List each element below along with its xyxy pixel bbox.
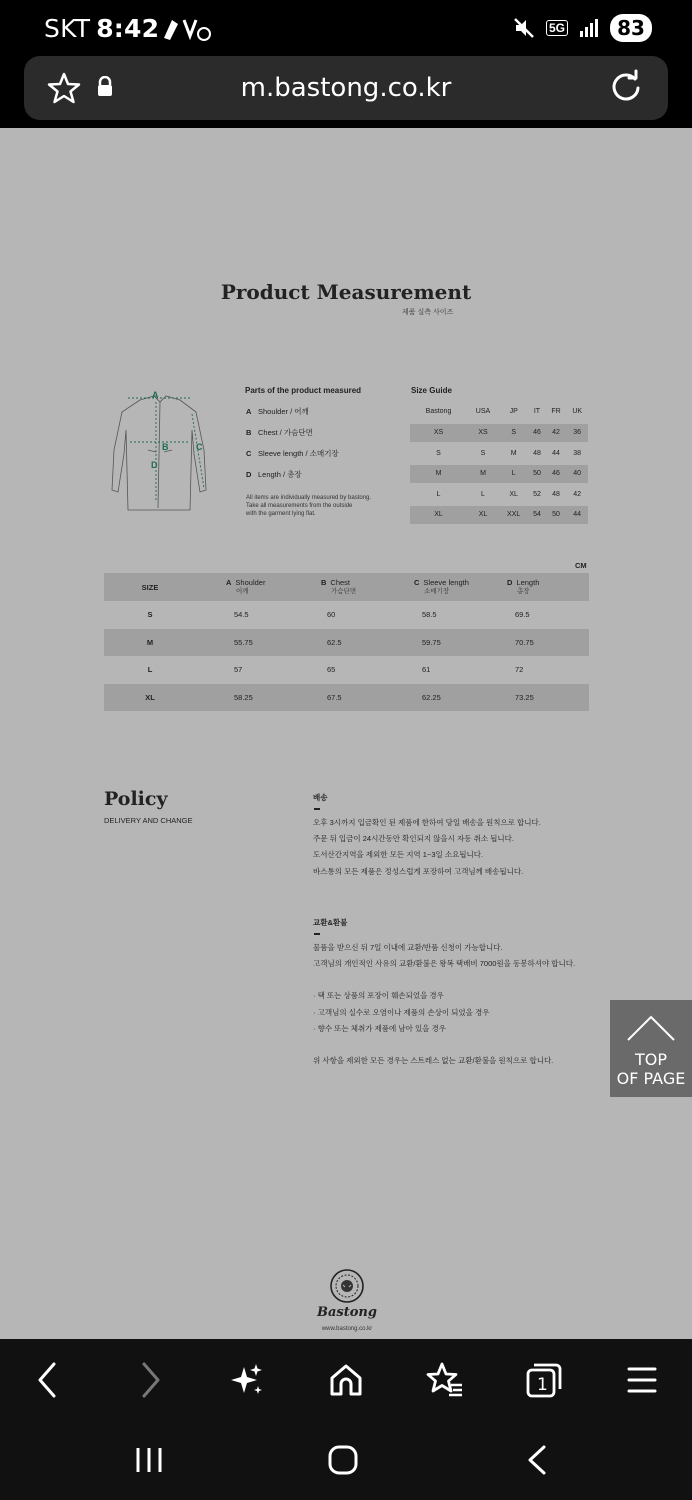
divider bbox=[314, 933, 320, 935]
exception-line: · 고객님의 실수로 오염이나 제품의 손상이 되었을 경우 bbox=[313, 1007, 490, 1017]
notification-icons bbox=[160, 16, 216, 47]
tabs-icon[interactable] bbox=[524, 1361, 564, 1399]
forward-icon[interactable] bbox=[136, 1361, 164, 1399]
exception-line: · 향수 또는 체취가 제품에 남아 있을 경우 bbox=[313, 1023, 447, 1033]
status-bar bbox=[0, 0, 692, 58]
policy-title: Policy bbox=[104, 788, 168, 810]
unit-label: CM bbox=[575, 561, 587, 570]
app-notification-icon bbox=[160, 16, 216, 42]
back-icon[interactable] bbox=[34, 1361, 62, 1399]
product-measurement-subtitle: 제품 실측 사이즈 bbox=[402, 309, 454, 316]
size-guide-row: XS XS S 46 42 36 bbox=[410, 423, 588, 444]
browser-address-area bbox=[0, 58, 692, 126]
parts-title: Parts of the product measured bbox=[245, 386, 362, 395]
size-guide-table bbox=[410, 402, 588, 527]
brand-url[interactable]: www.bastong.co.kr bbox=[321, 1326, 373, 1332]
reload-icon[interactable] bbox=[608, 69, 644, 105]
exception-line: · 택 또는 상품의 포장이 훼손되었을 경우 bbox=[313, 991, 444, 1001]
delivery-section bbox=[313, 790, 541, 880]
diagram-label-b: B bbox=[162, 442, 169, 452]
part-item-a: A Shoulder / 어깨 bbox=[246, 407, 309, 416]
divider bbox=[314, 808, 320, 810]
brand-name: Bastong bbox=[317, 1305, 377, 1320]
status-carrier-time bbox=[44, 14, 159, 43]
measurement-note: All items are individually measured by bastong. Take all measurements from the outside with the garment lying flat. bbox=[246, 495, 372, 517]
size-guide-row: XL XL XXL 54 50 44 bbox=[410, 505, 588, 526]
size-guide-title: Size Guide bbox=[411, 386, 452, 395]
top-of-page-label: TOP OF PAGE bbox=[616, 1050, 686, 1088]
sparkle-icon[interactable] bbox=[228, 1361, 266, 1399]
carrier: SKT bbox=[44, 14, 91, 43]
policy-subtitle: DELIVERY AND CHANGE bbox=[104, 816, 193, 825]
exchange-heading: 교환&환불 bbox=[313, 918, 348, 927]
part-item-d: D Length / 총장 bbox=[246, 470, 302, 479]
signal-icon bbox=[578, 17, 600, 39]
network-badge: 5G bbox=[546, 20, 568, 36]
status-right bbox=[512, 14, 652, 42]
lion-crest-icon bbox=[329, 1268, 365, 1304]
diagram-label-c: C bbox=[196, 442, 203, 452]
garment-diagram bbox=[104, 390, 214, 514]
delivery-line: 바스통의 모든 제품은 정성스럽게 포장하여 고객님께 배송됩니다. bbox=[313, 866, 524, 876]
part-item-c: C Sleeve length / 소매기장 bbox=[246, 449, 339, 458]
delivery-line: 도서산간지역을 제외한 모든 지역 1~3일 소요됩니다. bbox=[313, 850, 484, 860]
chevron-up-icon bbox=[626, 1014, 676, 1042]
brand-logo[interactable] bbox=[312, 1268, 382, 1332]
web-page-content bbox=[0, 128, 692, 1339]
measurement-row: L 57 65 61 72 bbox=[147, 665, 524, 675]
exchange-line: 물품을 받으신 뒤 7일 이내에 교환/반품 신청이 가능합니다. bbox=[313, 942, 503, 952]
measurement-row: M 55.75 62.5 59.75 70.75 bbox=[104, 629, 589, 657]
size-guide-row: S S M 48 44 38 bbox=[436, 449, 582, 457]
delivery-line: 오후 3시까지 입금확인 된 제품에 한하여 당일 배송을 원칙으로 합니다. bbox=[313, 817, 541, 827]
tab-count: 1 bbox=[537, 1375, 548, 1395]
battery-indicator: 83 bbox=[610, 14, 652, 42]
system-navigation-bar bbox=[0, 1421, 692, 1500]
exchange-line: 고객님의 개인적인 사유의 교환/환불은 왕복 택배비 7000원을 동봉하셔야 합니다. bbox=[313, 959, 576, 969]
policy-closing: 위 사항을 제외한 모든 경우는 스트레스 없는 교환/환불을 원칙으로 합니다. bbox=[313, 1056, 554, 1066]
menu-icon[interactable] bbox=[626, 1361, 658, 1399]
clock: 8:42 bbox=[96, 14, 160, 43]
part-item-b: B Chest / 가슴단면 bbox=[246, 428, 313, 437]
recent-apps-icon[interactable] bbox=[134, 1445, 164, 1475]
size-guide-row: M M L 50 46 40 bbox=[410, 464, 588, 485]
url-text[interactable]: m.bastong.co.kr bbox=[240, 73, 452, 103]
size-guide-row: L L XL 52 48 42 bbox=[436, 490, 582, 498]
diagram-label-d: D bbox=[151, 460, 158, 470]
delivery-heading: 배송 bbox=[313, 793, 328, 802]
exchange-section bbox=[313, 915, 575, 1070]
delivery-line: 주문 뒤 입금이 24시간동안 확인되지 않을시 자동 취소 됩니다. bbox=[313, 834, 514, 844]
measurement-row: S 54.5 60 58.5 69.5 bbox=[147, 610, 530, 620]
measurement-header: SIZE A Shoulder 어깨 B Chest 가슴단면 C Sleeve length 소매기장 D Length 총장 bbox=[104, 573, 589, 601]
measurement-row: XL 58.25 67.5 62.25 73.25 bbox=[104, 684, 589, 712]
system-back-icon[interactable] bbox=[524, 1445, 550, 1475]
home-button-icon[interactable] bbox=[327, 1445, 359, 1475]
home-icon[interactable] bbox=[327, 1361, 365, 1399]
address-bar[interactable] bbox=[24, 56, 668, 120]
diagram-label-a: A bbox=[152, 390, 159, 400]
measurement-table bbox=[104, 573, 589, 711]
product-measurement-title: Product Measurement bbox=[220, 280, 472, 304]
mute-icon bbox=[512, 16, 536, 40]
bookmarks-icon[interactable] bbox=[425, 1361, 465, 1399]
top-of-page-button[interactable] bbox=[610, 1000, 692, 1097]
size-guide-header: Bastong USA JP IT FR UK bbox=[425, 408, 583, 415]
browser-toolbar bbox=[0, 1339, 692, 1421]
